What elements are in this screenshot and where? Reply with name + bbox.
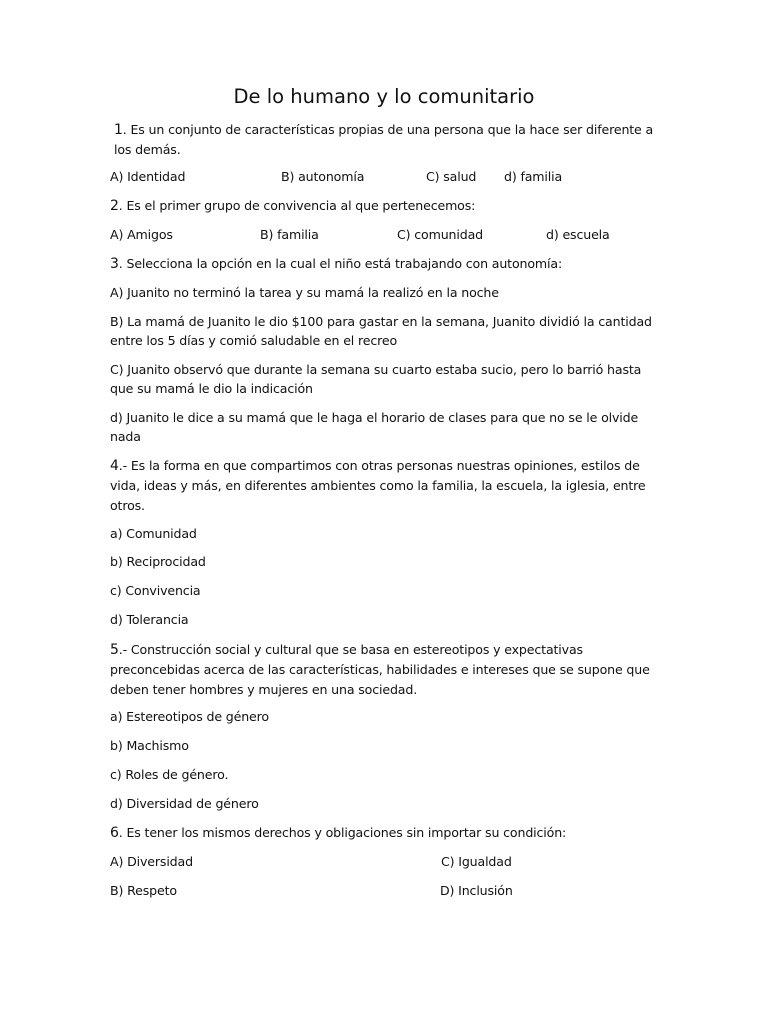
- question-6: 6. Es tener los mismos derechos y obligaciones sin importar su condición:: [110, 825, 567, 841]
- question-text: Es tener los mismos derechos y obligaciones sin importar su condición:: [122, 825, 567, 840]
- option-1d: d) familia: [504, 169, 563, 184]
- option-3d: d) Juanito le dice a su mamá que le haga el horario de clases para que no se le olvide nada: [110, 410, 639, 445]
- question-5: 5.- Construcción social y cultural que se basa en estereotipos y expectativas preconcebidas acerca de las características, habilidades e intereses que se supone que deben tener hombres y mujeres en una sociedad.: [110, 642, 650, 697]
- option-1b: B) autonomía: [281, 169, 365, 184]
- question-4: 4.- Es la forma en que compartimos con otras personas nuestras opiniones, estilos de vida, ideas y más, en diferentes ambientes como la familia, la escuela, la iglesia, entre otros.: [110, 458, 646, 513]
- question-number: 6: [110, 825, 119, 841]
- page-title: De lo humano y lo comunitario: [233, 85, 535, 108]
- option-3b: B) La mamá de Juanito le dio $100 para gastar en la semana, Juanito dividió la cantidad entre los 5 días y comió saludable en el recreo: [110, 314, 652, 349]
- question-1: 1. Es un conjunto de características propias de una persona que la hace ser diferente a los demás.: [114, 122, 654, 158]
- question-text: Es el primer grupo de convivencia al que pertenecemos:: [122, 198, 476, 213]
- option-1c: C) salud: [426, 169, 477, 184]
- option-2b: B) familia: [260, 227, 319, 242]
- question-text: Selecciona la opción en la cual el niño está trabajando con autonomía:: [122, 256, 563, 271]
- question-number: 4: [110, 458, 119, 474]
- question-text: Construcción social y cultural que se basa en estereotipos y expectativas preconcebidas acerca de las características, habilidades e intereses que se supone que deben tener hombres y mujeres en una sociedad.: [110, 642, 650, 697]
- question-number: 2: [110, 198, 119, 214]
- option-4d: d) Tolerancia: [110, 612, 189, 627]
- option-6c: C) Igualdad: [441, 854, 512, 869]
- option-4b: b) Reciprocidad: [110, 554, 206, 569]
- option-1a: A) Identidad: [110, 169, 186, 184]
- option-5a: a) Estereotipos de género: [110, 709, 269, 724]
- option-5d: d) Diversidad de género: [110, 796, 259, 811]
- question-text: Es un conjunto de características propias de una persona que la hace ser diferente a los demás.: [114, 122, 654, 158]
- question-number: 1: [114, 122, 123, 138]
- option-6a: A) Diversidad: [110, 854, 193, 869]
- option-3a: A) Juanito no terminó la tarea y su mamá la realizó en la noche: [110, 285, 499, 300]
- option-4a: a) Comunidad: [110, 526, 197, 541]
- question-number: 3: [110, 256, 119, 272]
- option-2a: A) Amigos: [110, 227, 173, 242]
- option-3c: C) Juanito observó que durante la semana su cuarto estaba sucio, pero lo barrió hasta que su mamá le dio la indicación: [110, 362, 642, 397]
- option-6d: D) Inclusión: [440, 883, 513, 898]
- option-2d: d) escuela: [546, 227, 610, 242]
- option-6b: B) Respeto: [110, 883, 177, 898]
- option-5c: c) Roles de género.: [110, 767, 229, 782]
- option-2c: C) comunidad: [397, 227, 483, 242]
- question-2: 2. Es el primer grupo de convivencia al que pertenecemos:: [110, 198, 476, 214]
- option-4c: c) Convivencia: [110, 583, 201, 598]
- question-number: 5: [110, 642, 119, 658]
- option-5b: b) Machismo: [110, 738, 189, 753]
- question-text: Es la forma en que compartimos con otras personas nuestras opiniones, estilos de vida, ideas y más, en diferentes ambientes como la familia, la escuela, la iglesia, entre otros.: [110, 458, 646, 513]
- question-3: 3. Selecciona la opción en la cual el niño está trabajando con autonomía:: [110, 256, 563, 272]
